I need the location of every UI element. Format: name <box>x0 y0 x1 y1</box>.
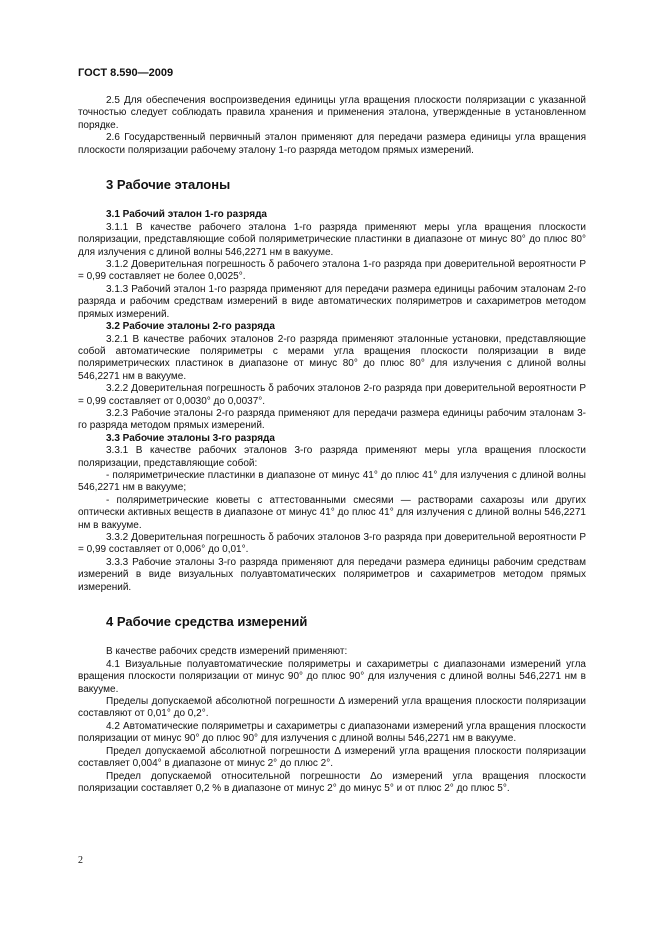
paragraph-4-2-absolute: Предел допускаемой абсолютной погрешности Δ измерений угла вращения плоскости поляризации составляет 0,004° в диапазоне от минус 2° до плюс 2°. <box>78 745 586 770</box>
paragraph-2-5: 2.5 Для обеспечения воспроизведения единицы угла вращения плоскости поляризации с указанной точностью следует соблюдать правила хранения и применения эталона, утвержденные в установленном порядке. <box>78 95 586 131</box>
page-number: 2 <box>78 855 83 866</box>
page-content <box>78 95 586 795</box>
paragraph-4-intro: В качестве рабочих средств измерений применяют: <box>106 646 348 658</box>
paragraph-4-1-limits: Пределы допускаемой абсолютной погрешности Δ измерений угла вращения плоскости поляризации составляют от 0,01° до 0,2°. <box>78 696 586 720</box>
paragraph-3-3-3: 3.3.3 Рабочие эталоны 3-го разряда применяют для передачи размера единицы рабочим средствам измерений в виде визуальных полуавтоматических поляриметров и сахариметров методом прямых измерений. <box>78 556 586 593</box>
paragraph-3-2-3: 3.2.3 Рабочие эталоны 2-го разряда применяют для передачи размера единицы рабочим эталонам 3-го разряда методом прямых измерений. <box>78 407 586 432</box>
section-4-title: 4 Рабочие средства измерений <box>106 614 308 630</box>
paragraph-4-1: 4.1 Визуальные полуавтоматические поляриметры и сахариметры с диапазонами измерений угла вращения плоскости поляризации от минус 90° до плюс 90° для излучения с длиной волны 546,2271 нм в вакууме. <box>78 658 586 695</box>
subsection-3-2-title: 3.2 Рабочие эталоны 2-го разряда <box>106 321 275 333</box>
paragraph-3-2-1: 3.2.1 В качестве рабочих эталонов 2-го разряда применяют эталонные установки, представляющие собой автоматические поляриметры с мерами угла вращения плоскости поляризации в виде поляриметрических пластинок в диапазоне от минус 80° до плюс 80° для излучения с длиной волны 546,2271 нм в вакууме. <box>78 333 586 382</box>
paragraph-3-3-1: 3.3.1 В качестве рабочих эталонов 3-го разряда применяют меры угла вращения плоскости поляризации, представляющие собой: <box>78 445 586 469</box>
paragraph-4-2: 4.2 Автоматические поляриметры и сахариметры с диапазонами измерений угла вращения плоскости поляризации от минус 90° до плюс 90° для излучения с длиной волны 546,2271 нм в вакууме. <box>78 720 586 745</box>
paragraph-3-1-2: 3.1.2 Доверительная погрешность δ рабочего эталона 1-го разряда при доверительной вероятности P = 0,99 составляет не более 0,0025°. <box>78 259 586 283</box>
paragraph-3-1-3: 3.1.3 Рабочий эталон 1-го разряда применяют для передачи размера единицы рабочим эталонам 2-го разряда и рабочим средствам измерений в виде автоматических поляриметров и сахариметров методом прямых измерений. <box>78 283 586 320</box>
paragraph-4-2-relative: Предел допускаемой относительной погрешности Δo измерений угла вращения плоскости поляризации составляет 0,2 % в диапазоне от минус 2° до минус 5° и от плюс 2° до плюс 5°. <box>78 770 586 794</box>
paragraph-3-2-2: 3.2.2 Доверительная погрешность δ рабочих эталонов 2-го разряда при доверительной вероятности P = 0,99 составляет от 0,0030° до 0,0037°. <box>78 383 586 407</box>
list-item-cuvettes: - поляриметрические кюветы с аттестованными смесями — растворами сахарозы или других оптически активных веществ в диапазоне от минус 41° до плюс 41° для излучения с длиной волны 546,2271 нм в вакууме. <box>78 494 586 531</box>
subsection-3-1-title: 3.1 Рабочий эталон 1-го разряда <box>106 209 267 221</box>
subsection-3-3-title: 3.3 Рабочие эталоны 3-го разряда <box>106 432 275 444</box>
paragraph-3-1-1: 3.1.1 В качестве рабочего эталона 1-го разряда применяют меры угла вращения плоскости поляризации, представляющие собой поляриметрические пластинки в диапазоне от минус 80° до плюс 80° для излучения с длиной волны 546,2271 нм в вакууме. <box>78 221 586 258</box>
paragraph-3-3-2: 3.3.2 Доверительная погрешность δ рабочих эталонов 3-го разряда при доверительной вероятности P = 0,99 составляет от 0,006° до 0,01°. <box>78 532 586 556</box>
paragraph-2-6: 2.6 Государственный первичный эталон применяют для передачи размера единицы угла вращения плоскости поляризации рабочему эталону 1-го разряда методом прямых измерений. <box>78 132 586 156</box>
section-3-title: 3 Рабочие эталоны <box>106 177 231 193</box>
document-header: ГОСТ 8.590—2009 <box>78 67 174 79</box>
list-item-plates: - поляриметрические пластинки в диапазоне от минус 41° до плюс 41° для излучения с длиной волны 546,2271 нм в вакууме; <box>78 469 586 494</box>
